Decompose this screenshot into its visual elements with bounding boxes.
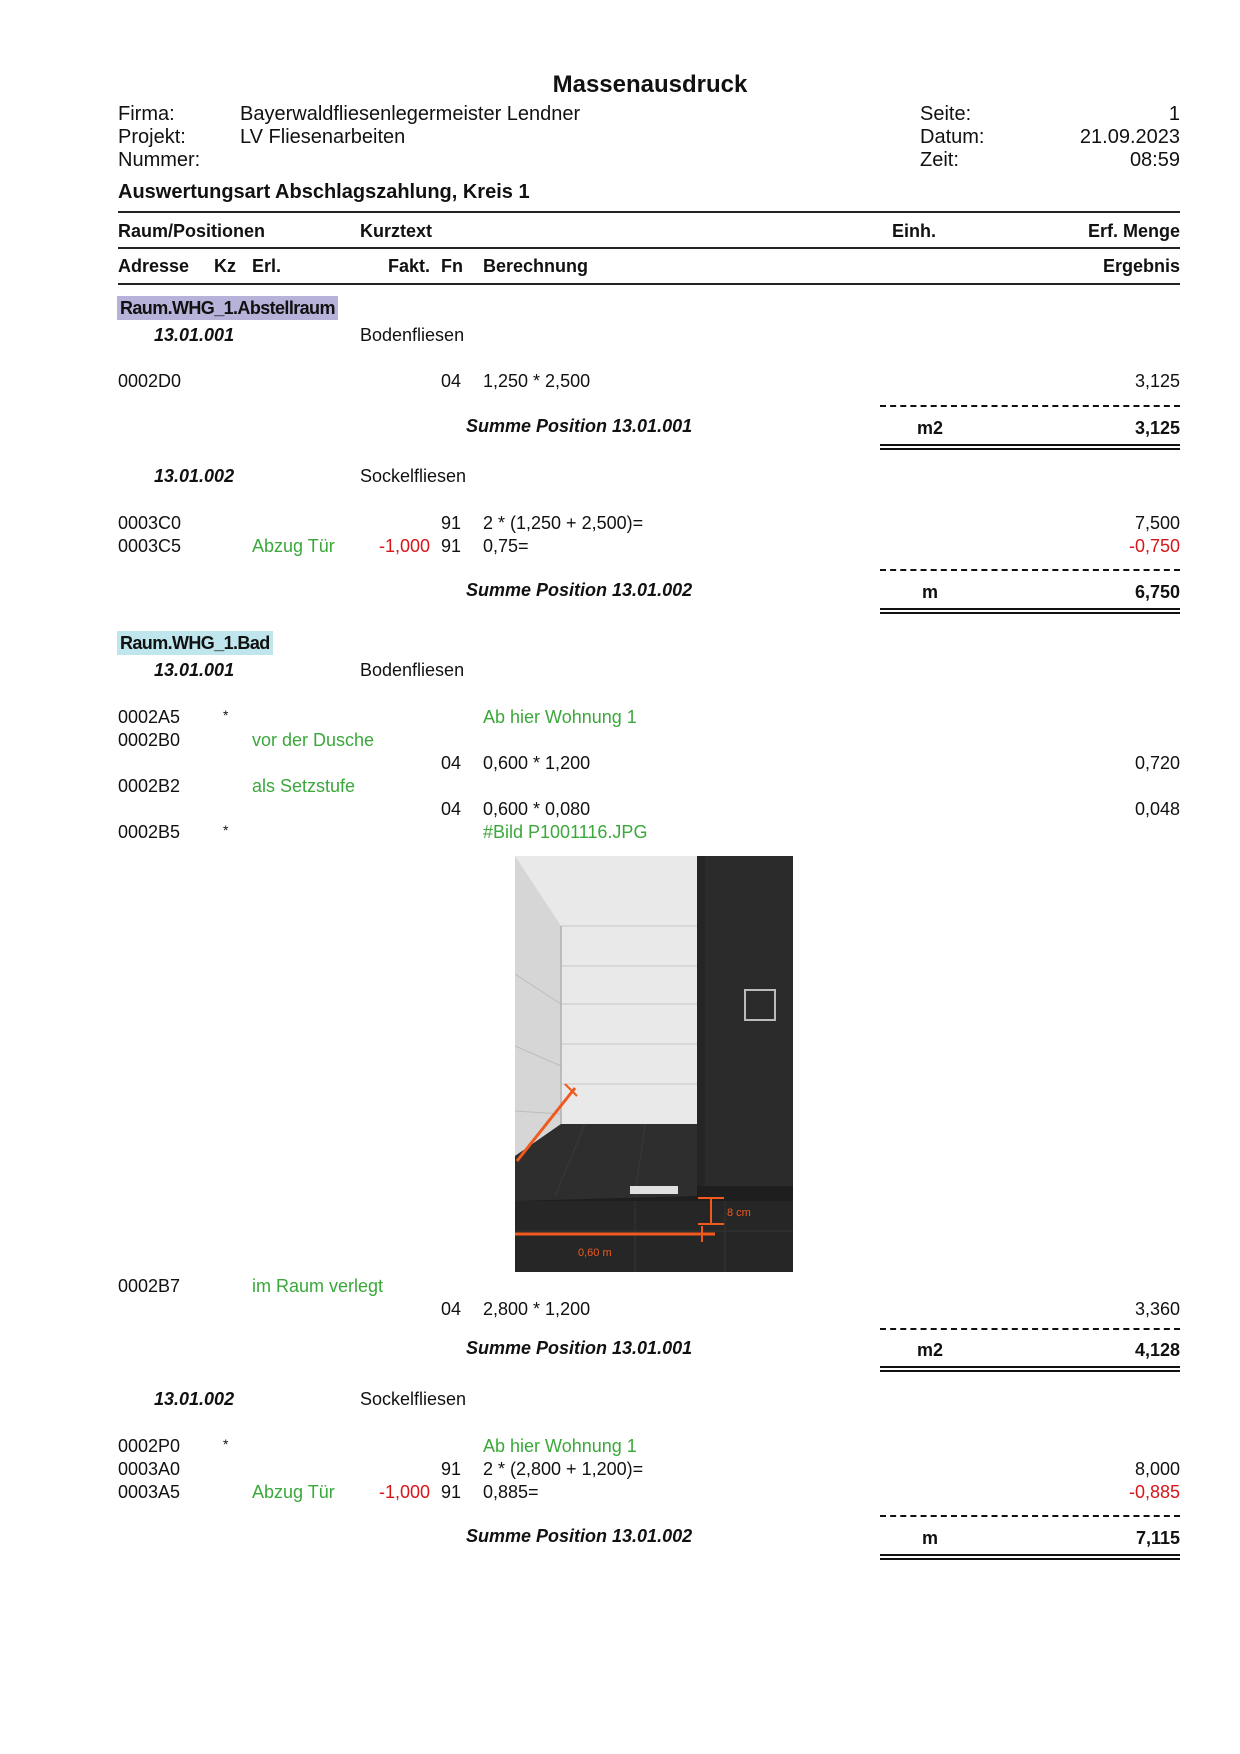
row-erl: im Raum verlegt (252, 1276, 384, 1296)
sum-dash-rule (880, 405, 1180, 413)
row-berechnung: 2 * (2,800 + 1,200)= (483, 1459, 644, 1479)
firma-label: Firma: (118, 103, 175, 125)
col-erf-menge: Erf. Menge (1087, 221, 1180, 241)
row-kz: * (223, 822, 229, 838)
sum-label: Summe Position 13.01.001 (466, 1338, 693, 1358)
sum-unit: m (921, 1528, 938, 1548)
sum-double-rule (880, 1366, 1180, 1372)
row-adresse: 0002B7 (118, 1276, 181, 1296)
header-rule-bottom (118, 283, 1180, 285)
position-number: 13.01.002 (154, 466, 235, 486)
row-kz: * (223, 707, 229, 723)
row-erl: Abzug Tür (252, 1482, 335, 1502)
position-text: Sockelfliesen (360, 1389, 467, 1409)
row-adresse: 0002P0 (118, 1436, 181, 1456)
row-berechnung: Ab hier Wohnung 1 (483, 1436, 637, 1456)
position-text: Bodenfliesen (360, 660, 465, 680)
sum-value: 7,115 (1135, 1528, 1180, 1548)
photo-height-label: 8 cm (727, 1207, 751, 1219)
sum-double-rule (880, 608, 1180, 614)
row-berechnung: 0,885= (483, 1482, 539, 1502)
position-number: 13.01.002 (154, 1389, 235, 1409)
datum-label: Datum: (920, 126, 985, 148)
col-ergebnis: Ergebnis (1102, 256, 1180, 276)
position-text: Bodenfliesen (360, 325, 465, 345)
col-kurztext: Kurztext (360, 221, 433, 241)
row-berechnung: Ab hier Wohnung 1 (483, 707, 637, 727)
row-ergebnis: 0,720 (1134, 753, 1180, 773)
nummer-label: Nummer: (118, 149, 201, 171)
row-berechnung: 2 * (1,250 + 2,500)= (483, 513, 644, 533)
position-number: 13.01.001 (154, 325, 235, 345)
col-erl: Erl. (252, 256, 282, 276)
page-title: Massenausdruck (552, 71, 748, 98)
row-ergebnis: 3,360 (1134, 1299, 1180, 1319)
seite-value: 1 (1168, 103, 1180, 125)
sum-unit: m (921, 582, 938, 602)
row-fakt: -1,000 (378, 536, 430, 556)
row-fn: 04 (441, 371, 462, 391)
projekt-value: LV Fliesenarbeiten (240, 126, 406, 148)
sum-label: Summe Position 13.01.002 (466, 1526, 693, 1546)
position-text: Sockelfliesen (360, 466, 467, 486)
row-fn: 04 (441, 753, 462, 773)
row-fakt: -1,000 (378, 1482, 430, 1502)
photo-width-label: 0,60 m (578, 1247, 612, 1259)
row-adresse: 0003A0 (118, 1459, 181, 1479)
sum-double-rule (880, 1554, 1180, 1560)
sum-value: 6,750 (1134, 582, 1180, 602)
row-kz: * (223, 1436, 229, 1452)
col-einheit: Einh. (892, 221, 936, 241)
row-ergebnis: 0,048 (1134, 799, 1180, 819)
row-berechnung: 0,600 * 0,080 (483, 799, 591, 819)
row-berechnung: 2,800 * 1,200 (483, 1299, 591, 1319)
row-fn: 04 (441, 799, 462, 819)
row-berechnung: 0,75= (483, 536, 529, 556)
shower-photo-drawing (515, 856, 793, 1272)
row-fn: 91 (441, 1459, 462, 1479)
col-fakt: Fakt. (387, 256, 430, 276)
datum-value: 21.09.2023 (1079, 126, 1180, 148)
row-erl: Abzug Tür (252, 536, 335, 556)
row-adresse: 0002A5 (118, 707, 181, 727)
row-adresse: 0002B2 (118, 776, 181, 796)
sum-dash-rule (880, 1328, 1180, 1336)
row-adresse: 0003C5 (118, 536, 182, 556)
col-berechnung: Berechnung (483, 256, 589, 276)
header-rule-top (118, 211, 1180, 213)
sum-label: Summe Position 13.01.002 (466, 580, 693, 600)
row-adresse: 0003C0 (118, 513, 182, 533)
row-adresse: 0002D0 (118, 371, 182, 391)
row-adresse: 0002B5 (118, 822, 181, 842)
row-fn: 91 (441, 513, 462, 533)
row-adresse: 0003A5 (118, 1482, 181, 1502)
sum-label: Summe Position 13.01.001 (466, 416, 693, 436)
row-ergebnis: 7,500 (1134, 513, 1180, 533)
row-berechnung: 1,250 * 2,500 (483, 371, 591, 391)
row-ergebnis: -0,885 (1128, 1482, 1180, 1502)
row-fn: 04 (441, 1299, 462, 1319)
position-number: 13.01.001 (154, 660, 235, 680)
row-adresse: 0002B0 (118, 730, 181, 750)
col-adresse: Adresse (118, 256, 190, 276)
zeit-value: 08:59 (1129, 149, 1180, 171)
row-fn: 91 (441, 1482, 462, 1502)
room-heading: Raum.WHG_1.Abstellraum (117, 296, 338, 320)
row-ergebnis: 3,125 (1134, 371, 1180, 391)
sum-unit: m2 (916, 418, 943, 438)
room-heading: Raum.WHG_1.Bad (117, 631, 273, 655)
row-erl: vor der Dusche (252, 730, 375, 750)
row-erl: als Setzstufe (252, 776, 356, 796)
zeit-label: Zeit: (920, 149, 959, 171)
sum-value: 4,128 (1134, 1340, 1180, 1360)
col-raum-positionen: Raum/Positionen (118, 221, 266, 241)
row-berechnung: #Bild P1001116.JPG (483, 822, 648, 842)
row-fn: 91 (441, 536, 462, 556)
sum-dash-rule (880, 1515, 1180, 1523)
projekt-label: Projekt: (118, 126, 186, 148)
firma-value: Bayerwaldfliesenlegermeister Lendner (240, 103, 581, 125)
header-rule-mid (118, 247, 1180, 249)
row-berechnung: 0,600 * 1,200 (483, 753, 591, 773)
row-ergebnis: 8,000 (1134, 1459, 1180, 1479)
seite-label: Seite: (920, 103, 972, 125)
row-ergebnis: -0,750 (1128, 536, 1180, 556)
sum-dash-rule (880, 569, 1180, 577)
sum-unit: m2 (916, 1340, 943, 1360)
sum-double-rule (880, 444, 1180, 450)
shower-photo (515, 856, 793, 1272)
evaluation-type: Auswertungsart Abschlagszahlung, Kreis 1 (118, 181, 530, 203)
col-fn: Fn (441, 256, 463, 276)
sum-value: 3,125 (1134, 418, 1180, 438)
col-kz: Kz (214, 256, 236, 276)
